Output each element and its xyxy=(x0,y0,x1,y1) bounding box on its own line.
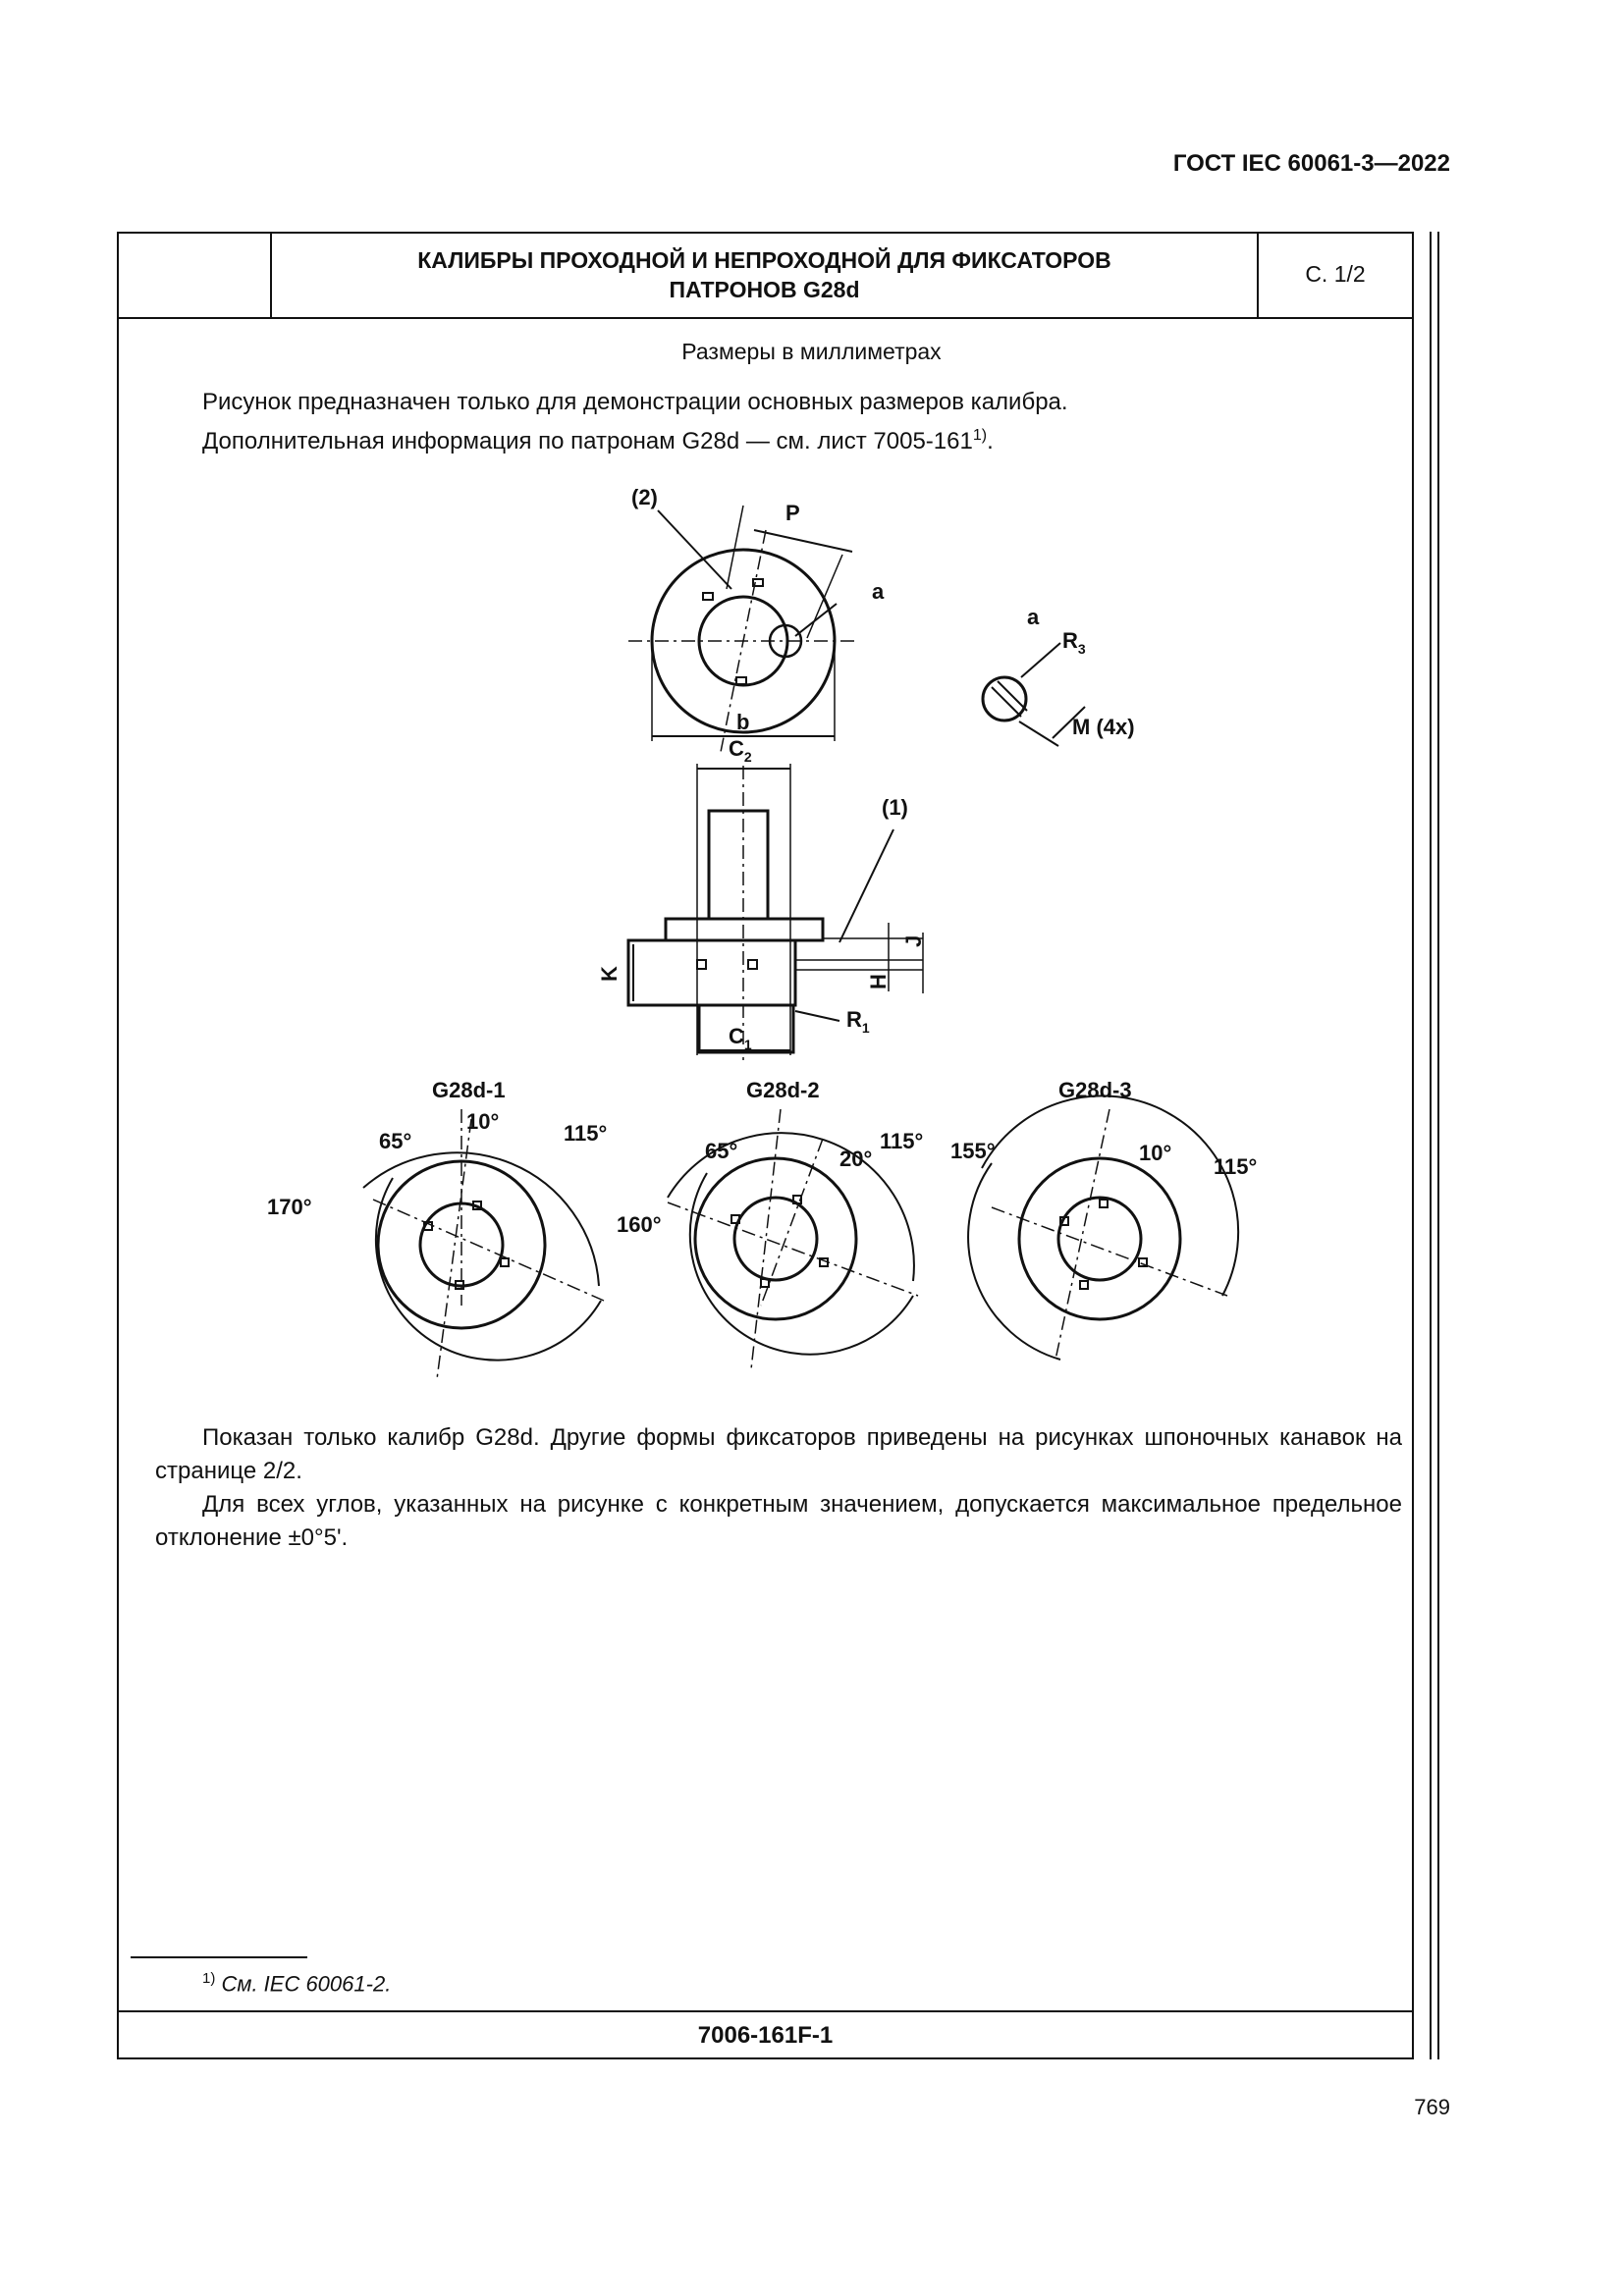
dimensions-note: Размеры в миллиметрах xyxy=(681,339,942,364)
detail-label-m: M (4x) xyxy=(1072,715,1135,739)
variant-2-angle-115: 115° xyxy=(880,1129,924,1153)
variant-2-angle-160: 160° xyxy=(617,1212,662,1237)
label-p: P xyxy=(785,501,800,525)
label-1: (1) xyxy=(882,795,908,820)
label-k: K xyxy=(597,966,622,982)
body-paragraph-2: Для всех углов, указанных на рисунке с конкретным значением, допускается максимальное предельное отклонение ±0°5'. xyxy=(155,1491,1402,1551)
label-j: J xyxy=(901,934,926,947)
page-number: 769 xyxy=(1414,2095,1450,2119)
side-view xyxy=(628,764,923,1060)
sheet-title-line2: ПАТРОНОВ G28d xyxy=(669,276,860,302)
intro-line-2: Дополнительная информация по патронам G28d — см. лист 7005-161$^{1)}$. xyxy=(202,427,994,454)
variant-g28d-3 xyxy=(968,1095,1238,1360)
variant-3-angle-115: 115° xyxy=(1214,1154,1258,1179)
variant-1-angle-10: 10° xyxy=(466,1109,500,1134)
variant-1-angle-115: 115° xyxy=(564,1121,608,1146)
label-a: a xyxy=(872,579,885,604)
variant-2-angle-65: 65° xyxy=(705,1139,738,1163)
label-r1: $R_1$ xyxy=(846,1007,870,1036)
variant-2-name: G28d-2 xyxy=(746,1078,820,1102)
label-c1: $C_1$ xyxy=(729,1024,752,1052)
sheet-title-line1: КАЛИБРЫ ПРОХОДНОЙ И НЕПРОХОДНОЙ ДЛЯ ФИКСАТОРОВ xyxy=(417,246,1111,273)
detail-label-a: a xyxy=(1027,605,1040,629)
label-b: b xyxy=(736,710,750,734)
label-c2: $C_2$ xyxy=(729,736,752,765)
variant-3-angle-10: 10° xyxy=(1139,1141,1172,1165)
variant-3-angle-155: 155° xyxy=(950,1139,996,1163)
label-h: H xyxy=(866,974,891,989)
standard-code: ГОСТ IEC 60061-3—2022 xyxy=(1172,150,1450,177)
footnote-rule xyxy=(131,1956,307,1958)
intro-line-1: Рисунок предназначен только для демонстрации основных размеров калибра. xyxy=(202,389,1068,415)
label-2: (2) xyxy=(631,485,658,509)
detail-label-r3: $R_3$ xyxy=(1062,628,1086,657)
footnote: $^{1)}$ См. IEC 60061-2. xyxy=(202,1970,392,1997)
detail-view xyxy=(983,643,1085,746)
body-paragraph-1: Показан только калибр G28d. Другие формы фиксаторов приведены на рисунках шпоночных канавок на странице 2/2. xyxy=(155,1424,1402,1484)
variant-2-angle-20: 20° xyxy=(839,1147,873,1171)
sheet-number: С. 1/2 xyxy=(1305,261,1366,287)
variant-1-name: G28d-1 xyxy=(432,1078,506,1102)
sheet-code: 7006-161F-1 xyxy=(697,2022,834,2049)
variant-1-angle-170: 170° xyxy=(267,1195,312,1219)
variant-3-name: G28d-3 xyxy=(1058,1078,1132,1102)
variant-1-angle-65: 65° xyxy=(379,1129,412,1153)
sheet-code-row xyxy=(117,2010,1414,2059)
